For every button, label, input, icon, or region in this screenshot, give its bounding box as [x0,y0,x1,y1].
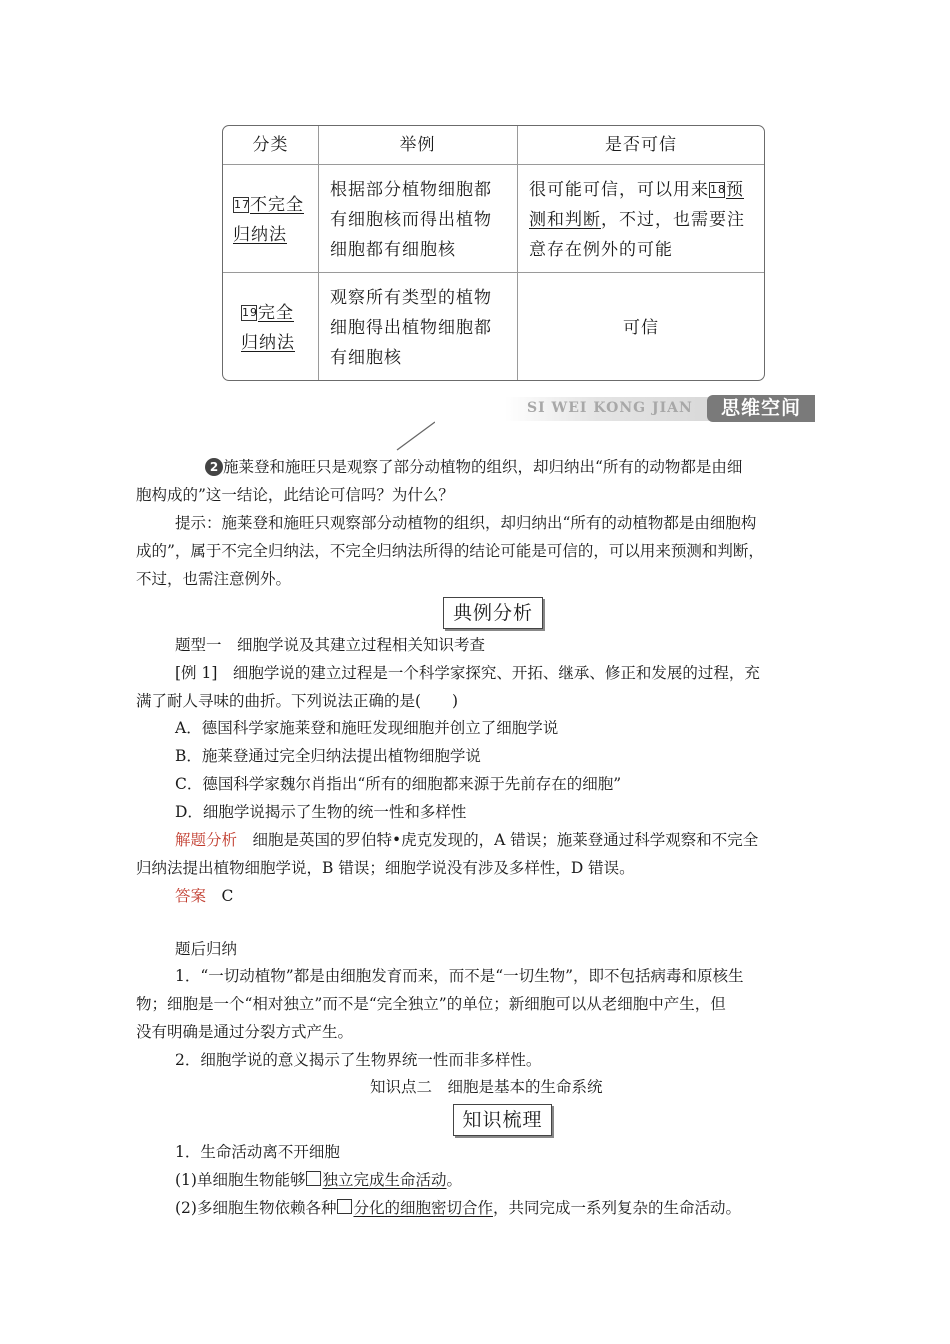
summary-p1-line-2: 物；细胞是一个“相对独立”而不是“完全独立”的单位；新细胞可以从老细胞中产生，但 [136,995,726,1013]
point-1a: (1)单细胞生物能够 独立完成生命活动。 [175,1171,462,1189]
table-header-category: 分类 [252,135,289,155]
table-divider [223,164,764,165]
table-row-2-example: 观察所有类型的植物 细胞得出植物细胞都 有细胞核 [330,288,492,368]
table-header-example: 举例 [399,135,436,155]
summary-title: 题后归纳 [175,940,238,958]
option-d: D．细胞学说揭示了生物的统一性和多样性 [175,803,467,821]
induction-table [222,125,765,381]
blank-number: 18 [710,183,726,196]
example-question-line-1: [例 1] 细胞学说的建立过程是一个科学家探究、开拓、继承、修正和发展的过程，充 [175,664,760,682]
answer-line [175,882,233,910]
option-a: A．德国科学家施莱登和施旺发现细胞并创立了细胞学说 [175,719,559,737]
point-1: 1．生命活动离不开细胞 [175,1143,340,1161]
blank-number: 17 [234,198,250,211]
summary-p1-line-1: 1．“一切动植物”都是由细胞发育而来，而不是“一切生物”，即不包括病毒和原核生 [175,967,744,985]
analysis-line-1: 解题分析 细胞是英国的罗伯特•虎克发现的，A 错误；施莱登通过科学观察和不完全 [175,831,759,849]
question-number-icon: 2 [205,458,223,476]
blank-box-icon [337,1199,352,1214]
table-header-credible: 是否可信 [605,135,677,155]
blank-number: 19 [242,306,258,319]
table-row-2-credible: 可信 [623,318,659,338]
summary-p2: 2．细胞学说的意义揭示了生物界统一性而非多样性。 [175,1051,542,1069]
table-divider [223,272,764,273]
example-question-line-2: 满了耐人寻味的曲折。下列说法正确的是( ) [136,692,459,710]
answer-label: 答案 [175,887,207,905]
thinking-question-line-1: 2 施莱登和施旺只是观察了部分动植物的组织，却归纳出“所有的动物都是由细 [205,453,742,481]
table-row-2-category: 19完全 归纳法 [241,303,295,353]
hint-line-3: 不过，也需注意例外。 [136,570,292,588]
option-b: B．施莱登通过完全归纳法提出植物细胞学说 [175,747,481,765]
hint-line-1: 提示：施莱登和施旺只观察部分动植物的组织，却归纳出“所有的动植物都是由细胞构 [175,514,757,532]
section-title-examples: 典例分析 [443,597,543,629]
summary-p1-line-3: 没有明确是通过分裂方式产生。 [136,1023,354,1041]
blank-box-icon [306,1171,321,1186]
thinking-question-line-2: 胞构成的”这一结论，此结论可信吗？为什么？ [136,486,454,504]
answer-value: C [206,887,234,905]
banner-pointer-line [395,421,435,451]
table-row-1-credible: 很可能可信，可以用来18预 测和判断，不过，也需要注 意存在例外的可能 [529,180,745,260]
banner-pinyin: SI WEI KONG JIAN [527,400,693,416]
section-title-knowledge: 知识梳理 [453,1104,552,1136]
banner-title: 思维空间 [707,395,815,422]
table-row-1-category: 17不完全 归纳法 [233,195,304,245]
knowledge-point-heading: 知识点二 细胞是基本的生命系统 [370,1078,603,1096]
topic-heading: 题型一 细胞学说及其建立过程相关知识考查 [175,636,486,654]
analysis-label: 解题分析 [175,831,238,849]
option-c: C．德国科学家魏尔肖指出“所有的细胞都来源于先前存在的细胞” [175,775,622,793]
analysis-line-2: 归纳法提出植物细胞学说，B 错误；细胞学说没有涉及多样性，D 错误。 [136,859,635,877]
table-row-1-example: 根据部分植物细胞都 有细胞核而得出植物 细胞都有细胞核 [330,180,492,260]
point-1b: (2)多细胞生物依赖各种 分化的细胞密切合作，共同完成一系列复杂的生命活动。 [175,1199,741,1217]
hint-line-2: 成的”，属于不完全归纳法，不完全归纳法所得的结论可能是可信的，可以用来预测和判断， [136,542,764,560]
